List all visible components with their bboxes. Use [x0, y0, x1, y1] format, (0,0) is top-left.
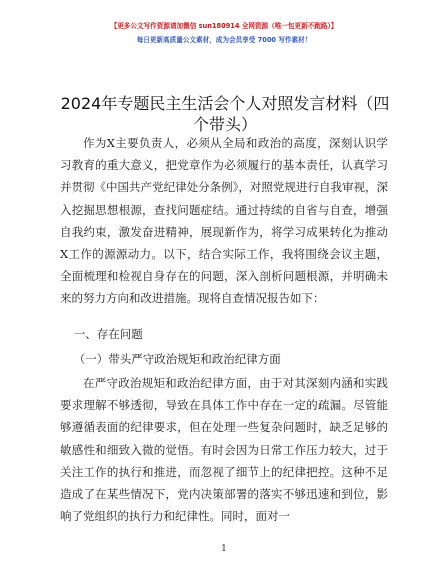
document-title: 2024年专题民主生活会个人对照发言材料（四个带头）: [60, 94, 390, 134]
promo-banner-line-1: 【更多公文写作资源请加微信 sun180914 全网资源（唯一包更新不跑路）】: [110, 22, 338, 30]
section-heading: 一、存在问题: [73, 326, 143, 341]
body-paragraph: 在严守政治规矩和政治纪律方面，由于对其深刻内涵和实践要求理解不够透彻，导致在具体工作中存在一定的疏漏。尽管能够遵循表面的纪律要求，但在处理一些复杂问题时，缺乏足够的敏感性和细致入微的觉悟。有时会因为日常工作压力较大，过于关注工作的执行和推进，而忽视了细节上的纪律把控。这种不足造成了在某些情况下，党内决策部署的落实不够迅速和到位，影响了党组织的执行力和纪律性。同时，面对一: [60, 376, 388, 524]
promo-banner-line-2: 每日更新高质量公文素材，成为会员享受 7000 写作素材！: [136, 36, 312, 44]
intro-paragraph: 作为X主要负责人，必须从全局和政治的高度，深刻认识学习教育的重大意义，把党章作为必须履行的基本责任，认真学习并贯彻《中国共产党纪律处分条例》，对照党规进行自我审视，深入挖掘思想根源，查找问题症结。通过持续的自省与自查，增强自我约束，激发奋进精神，展现新作为，将学习成果转化为推动X工作的源源动力。以下，结合实际工作，我将围绕会议主题，全面梳理和检视自身存在的问题，深入剖析问题根源，并明确未来的努力方向和改进措施。现将自查情况报告如下：: [60, 136, 388, 306]
page-number: 1: [221, 544, 227, 554]
subsection-heading: （一）带头严守政治规矩和政治纪律方面: [73, 351, 281, 366]
document-body: [60, 132, 388, 527]
